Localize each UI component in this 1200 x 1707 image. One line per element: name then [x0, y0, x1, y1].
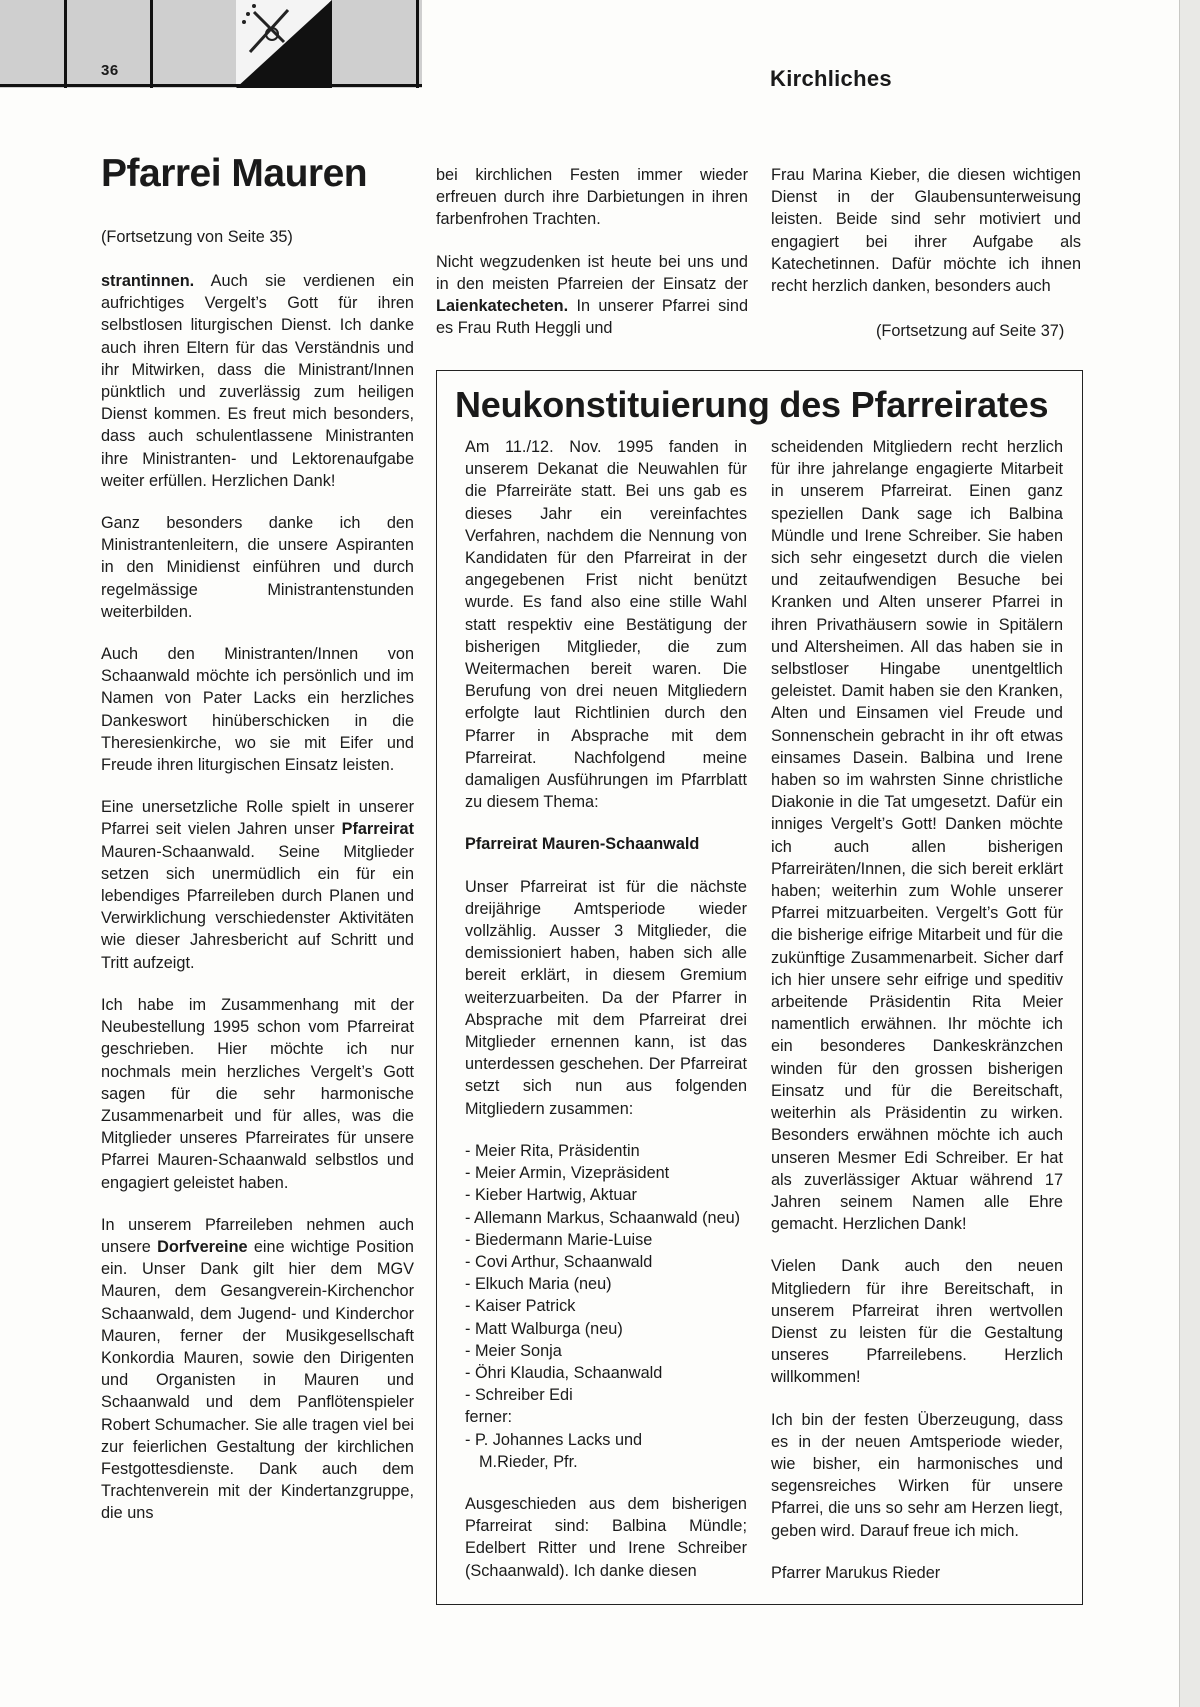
paragraph: Ich bin der festen Überzeugung, dass es in der neuen Amtsperiode wieder, wie bisher, ein harmonisches und segensreiches Wirken für unsere Pfarrei, die uns so sehr am Herzen liegt, geben wird. Darauf freue ich mich. — [771, 1410, 1063, 1540]
paragraph: Ganz besonders danke ich den Ministrantenleitern, die unsere Aspiranten in den Minidienst einführen und durch regelmässige Ministrantenstunden weiterbilden. — [101, 514, 414, 621]
continued-to-note: (Fortsetzung auf Seite 37) — [876, 322, 1065, 340]
list-item: - Covi Arthur, Schaanwald — [465, 1252, 653, 1271]
paragraph: Frau Marina Kieber, die diesen wichtigen Dienst in der Glaubensunterweisung leisten. Beide sind sehr motiviert und engagiert bei ihrer Aufgabe als Katechetinnen. Dafür möchte ich ihnen recht herzlich danken, besonders auch — [771, 166, 1081, 296]
list-item: - Kieber Hartwig, Aktuar — [465, 1186, 637, 1205]
paragraph: Ausgeschieden aus dem bisherigen Pfarreirat sind: Balbina Mündle; Edelbert Ritter und Irene Schreiber (Schaanwald). Ich danke diesen — [465, 1494, 747, 1580]
paragraph: Ich habe im Zusammenhang mit der Neubestellung 1995 schon vom Pfarreirat geschrieben. Hier möchte ich nur nochmals mein herzliches Vergelt’s Gott sagen für die sehr harmonische Zusammenarbeit und für alles, was die Mitglieder unseres Pfarreirates für unsere Pfarrei Mauren-Schaanwald selbstlos und engagiert geleistet haben. — [101, 995, 414, 1192]
list-item: - Meier Sonja — [465, 1341, 562, 1360]
header-divider — [416, 0, 419, 88]
list-item: - Öhri Klaudia, Schaanwald — [465, 1363, 663, 1382]
article-column-2 — [436, 164, 748, 339]
paragraph-text: In unserer Pfarrei sind es Frau Ruth Heggli und — [436, 297, 748, 338]
article-title: Pfarrei Mauren — [101, 152, 368, 195]
box-title: Neukonstituierung des Pfarreirates — [455, 384, 1049, 425]
paragraph: Unser Pfarreirat ist für die nächste dreijährige Amtsperiode wieder vollzählig. Ausser 3 Mitglieder, die demissioniert haben, haben sich alle bereit erklärt, in diesem Gremium weiterzuarbeiten. Da der Pfarrer in Absprache mit dem Pfarreirat drei Mitglieder ernennen kann, ist das unterdessen geschehen. Der Pfarreirat setzt sich nun aus folgenden Mitgliedern zusammen: — [465, 877, 747, 1118]
signature: Pfarrer Marukus Rieder — [771, 1563, 941, 1582]
paragraph-text: In unserem Pfarreileben nehmen auch unsere — [101, 1215, 414, 1256]
paragraph — [101, 1214, 414, 1525]
bold-term: Laienkatecheten. — [436, 297, 569, 316]
box-column-1 — [465, 436, 747, 1582]
paragraph: Am 11./12. Nov. 1995 fanden in unserem Dekanat die Neuwahlen für die Pfarreiräte statt. Bei uns gab es dieses Jahr ein vereinfachtes Verfahren, nachdem die Nennung von Kandidaten für den Pfarreirat in der angegebenen Frist nicht benützt wurde. Es fand also eine stille Wahl statt respektiv eine Bestätigung der bisherigen Mitglieder, die zum Weitermachen bereit waren. Die Berufung von drei neuen Mitgliedern erfolgte laut Richtlinien durch den Pfarrer in Absprache mit dem Pfarreirat. Nachfolgend meine damaligen Ausführungen im Pfarrblatt zu diesem Thema: — [465, 438, 747, 812]
paragraph-text: Eine unersetzliche Rolle spielt in unserer Pfarrei seit vielen Jahren unser — [101, 798, 414, 839]
list-item: - Meier Armin, Vizepräsident — [465, 1164, 670, 1183]
church-emblem-icon — [236, 0, 332, 88]
paragraph — [101, 270, 414, 492]
paragraph: scheidenden Mitgliedern recht herzlich für ihre jahrelange engagierte Mitarbeit in unserem Pfarreirat. Einen ganz speziellen Dank sage ich Balbina Mündle und Irene Schreiber. Sie haben sich sehr eingesetzt durch die vielen und zeitaufwendigen Besuche bei Kranken und Alten unserer Pfarrei in ihren Privathäusern sowie in Spitälern und Altersheimen. All das haben sie in selbstloser Hingabe unentgeltlich geleistet. Damit haben sie den Kranken, Alten und Einsamen viel Freude und Sonnenschein gebracht in ihr oft etwas einsames Dasein. Balbina und Irene haben so im wahrsten Sinne christliche Diakonie in die Tat umgesetzt. Dafür ein inniges Vergelt’s Gott! Danken möchte ich auch allen bisherigen Pfarreiräten/Innen, die sich bereit erklärt haben; weiterhin zum Wohle unserer Pfarrei mitzuarbeiten. Vergelt’s Gott für die bisherige eifrige Mitarbeit und für die zukünftige Zusammenarbeit. Sicher darf ich hier unsere sehr eifrige und speditiv arbeitende Präsidentin Rita Meier namentlich erwähnen. Ihr möchte ich ein besonderes Dankeskränzchen winden für den grossen bisherigen Einsatz und für die Bereitschaft, weiterhin als Präsidentin zu wirken. Besonders erwähnen möchte ich auch unseren Mesmer Edi Schreiber. Er hat als zuverlässiger Aktuar während 17 Jahren seinem Namen alle Ehre gemacht. Herzlichen Dank! — [771, 438, 1063, 1234]
box-column-2 — [771, 436, 1063, 1604]
member-list — [465, 1140, 747, 1473]
list-item: - Matt Walburga (neu) — [465, 1319, 623, 1338]
list-item: - P. Johannes Lacks und — [465, 1430, 643, 1449]
list-item: - Elkuch Maria (neu) — [465, 1275, 612, 1294]
list-item: - Kaiser Patrick — [465, 1297, 576, 1316]
list-item: - Biedermann Marie-Luise — [465, 1230, 653, 1249]
list-item: ferner: — [465, 1408, 513, 1427]
paragraph-text: Nicht wegzudenken ist heute bei uns und in den meisten Pfarreien der Einsatz der — [436, 252, 748, 293]
paragraph — [436, 251, 748, 340]
continued-from-note: (Fortsetzung von Seite 35) — [101, 228, 293, 246]
header-divider — [150, 0, 153, 88]
paragraph-text: Auch sie verdienen ein aufrichtiges Vergelt’s Gott für ihren selbstlosen liturgischen Dienst. Ich danke auch ihren Eltern für das Verständnis und ihr Mitwirken, dass die Ministrant/Innen pünktlich und zuverlässig zum heiligen Dienst kommen. Es freut mich besonders, dass auch schulentlassene Ministranten ihre Ministranten- und Lektorenaufgabe weiter erfüllen. Herzlichen Dank! — [101, 272, 414, 490]
list-item: - Schreiber Edi — [465, 1386, 573, 1405]
bold-term: Pfarreirat — [341, 820, 414, 839]
paragraph: bei kirchlichen Festen immer wieder erfreuen durch ihre Darbietungen in ihren farbenfrohen Trachten. — [436, 166, 748, 229]
header-divider — [64, 0, 67, 88]
sub-heading: Pfarreirat Mauren-Schaanwald — [465, 835, 700, 854]
paragraph: Auch den Ministranten/Innen von Schaanwald möchte ich persönlich und im Namen von Pater Lacks ein herzliches Dankeswort hinüberschicken in die Theresienkirche, wo sie mit Eifer und Freude ihren liturgischen Einsatz leisten. — [101, 645, 414, 775]
paragraph-text: Mauren-Schaanwald. Seine Mitglieder setzen sich unermüdlich ein für ein lebendiges Pfarreileben durch Planen und Verwirklichung verschiedenster Aktivitäten wie dieser Jahresbericht auf Schritt und Tritt aufzeigt. — [101, 842, 414, 972]
section-label: Kirchliches — [770, 66, 892, 91]
page-edge — [1179, 0, 1200, 1707]
list-item: M.Rieder, Pfr. — [479, 1452, 578, 1471]
bold-term: strantinnen. — [101, 272, 195, 290]
paragraph — [101, 796, 414, 974]
header-rule — [0, 84, 422, 87]
paragraph-text: eine wichtige Position ein. Unser Dank gilt hier dem MGV Mauren, dem Gesangverein-Kirchenchor Schaanwald, dem Jugend- und Kinderchor Mauren, ferner der Musikgesellschaft Konkordia Mauren, sowie den Dirigenten und Organisten in Mauren und Schaanwald und dem Panflötenspieler Robert Schumacher. Sie alle tragen viel bei zur feierlichen Gestaltung der kirchlichen Festgottesdienste. Dank auch dem Trachtenverein mit der Kindertanzgruppe, die uns — [101, 1237, 414, 1523]
article-column-1 — [101, 270, 414, 1525]
list-item: - Meier Rita, Präsidentin — [465, 1141, 640, 1160]
article-column-3 — [771, 164, 1081, 297]
list-item: - Allemann Markus, Schaanwald (neu) — [465, 1208, 741, 1227]
bold-term: Dorfvereine — [157, 1237, 248, 1256]
paragraph: Vielen Dank auch den neuen Mitgliedern für ihre Bereitschaft, in unserem Pfarreirat ihren wertvollen Dienst zu leisten für die Gestaltung unseres Pfarreilebens. Herzlich willkommen! — [771, 1257, 1063, 1387]
pfarreirat-box — [436, 370, 1083, 1605]
page-number: 36 — [101, 62, 119, 79]
